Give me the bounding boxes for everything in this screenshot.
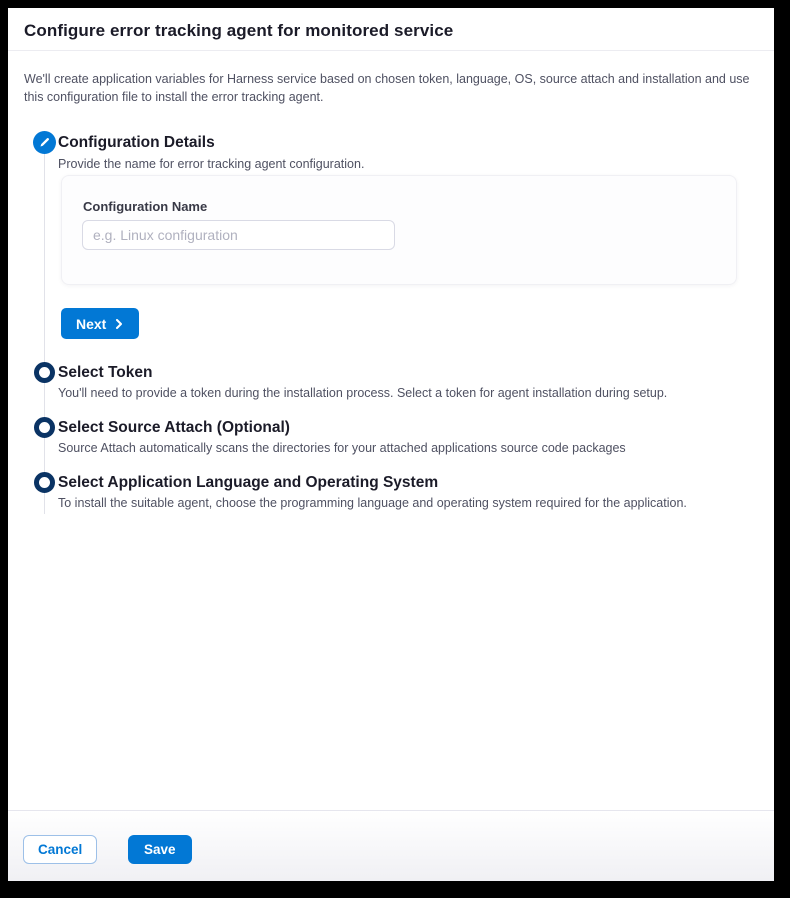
page-title: Configure error tracking agent for monitored service: [24, 21, 454, 40]
step2-circle-icon: [34, 362, 55, 383]
step2-title: Select Token: [58, 364, 153, 381]
step4-title: Select Application Language and Operating System: [58, 474, 439, 491]
step2-description: You'll need to provide a token during the installation process. Select a token for agent installation during setup.: [58, 386, 668, 400]
cancel-button[interactable]: Cancel: [23, 835, 97, 864]
step3-circle-icon: [34, 417, 55, 438]
next-button[interactable]: [61, 308, 139, 339]
save-button[interactable]: Save: [128, 835, 192, 864]
config-agent-dialog: [8, 8, 774, 881]
pencil-icon: [39, 137, 50, 148]
step4-description: To install the suitable agent, choose the programming language and operating system required for the application.: [58, 496, 687, 510]
header-divider: [8, 50, 774, 51]
configuration-name-label: Configuration Name: [83, 199, 208, 214]
intro-text: We'll create application variables for Harness service based on chosen token, language, OS, source attach and installation and use this configuration file to install the error tracking agent.: [24, 72, 750, 104]
step3-description: Source Attach automatically scans the directories for your attached applications source code packages: [58, 441, 626, 455]
step4-circle-icon: [34, 472, 55, 493]
configuration-details-card: [61, 175, 737, 285]
step-connector-line: [44, 144, 45, 514]
step3-title: Select Source Attach (Optional): [58, 419, 290, 436]
chevron-right-icon: [114, 319, 124, 329]
next-button-label: Next: [76, 315, 107, 332]
step1-title: Configuration Details: [58, 134, 215, 151]
step1-description: Provide the name for error tracking agent configuration.: [58, 157, 365, 171]
step1-bullet: [33, 131, 56, 154]
footer-bar: [8, 810, 774, 881]
configuration-name-input[interactable]: [82, 220, 395, 250]
